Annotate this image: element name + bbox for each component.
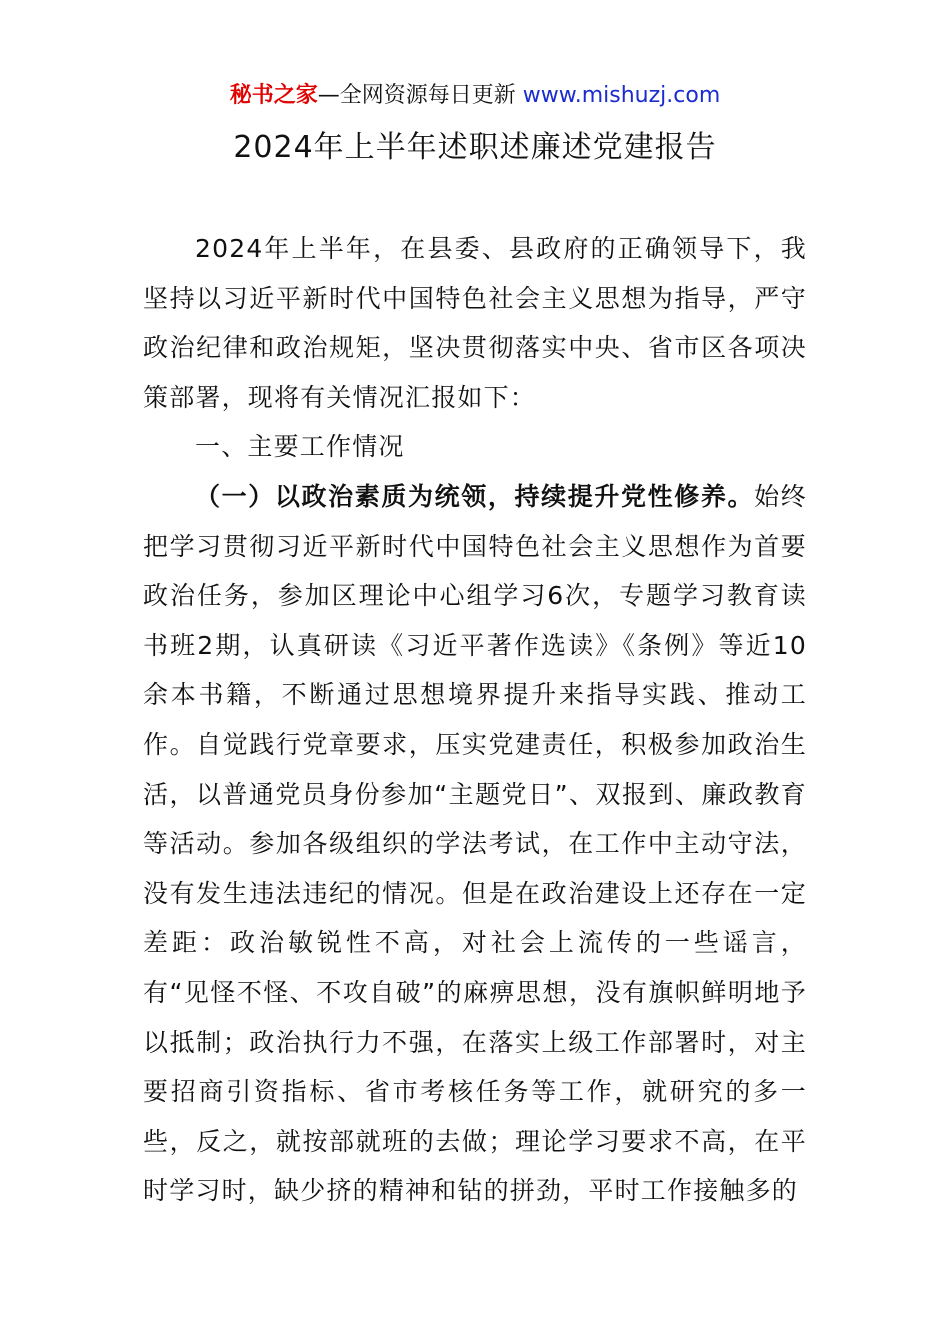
subsection-paragraph [143, 472, 807, 1216]
header-tagline: —全网资源每日更新 [317, 83, 523, 108]
site-url-link[interactable]: www.mishuzj.com [522, 83, 721, 108]
brand-name: 秘书之家 [229, 83, 318, 108]
subsection-heading: （一）以政治素质为统领，持续提升党性修养。 [195, 481, 755, 511]
document-title: 2024年上半年述职述廉述党建报告 [233, 130, 717, 165]
subsection-body: 始终把学习贯彻习近平新时代中国特色社会主义思想作为首要政治任务，参加区理论中心组学习6次，专题学习教育读书班2期，认真研读《习近平著作选读》《条例》等近10余本书籍，不断通过思想境界提升来指导实践、推动工作。自觉践行党章要求，压实党建责任，积极参加政治生活，以普通党员身份参加“主题党日”、双报到、廉政教育等活动。参加各级组织的学法考试，在工作中主动守法，没有发生违法违纪的情况。但是在政治建设上还存在一定差距：政治敏锐性不高，对社会上流传的一些谣言，有“见怪不怪、不攻自破”的麻痹思想，没有旗帜鲜明地予以抵制；政治执行力不强，在落实上级工作部署时，对主要招商引资指标、省市考核任务等工作，就研究的多一些，反之，就按部就班的去做；理论学习要求不高，在平时学习时，缺少挤的精神和钻的拼劲，平时工作接触多的 [143, 481, 807, 1206]
document-body [143, 224, 807, 1216]
section-heading: 一、主要工作情况 [195, 432, 405, 462]
intro-paragraph: 2024年上半年，在县委、县政府的正确领导下，我坚持以习近平新时代中国特色社会主义思想为指导，严守政治纪律和政治规矩，坚决贯彻落实中央、省市区各项决策部署，现将有关情况汇报如下： [143, 234, 807, 412]
site-header [0, 80, 950, 112]
